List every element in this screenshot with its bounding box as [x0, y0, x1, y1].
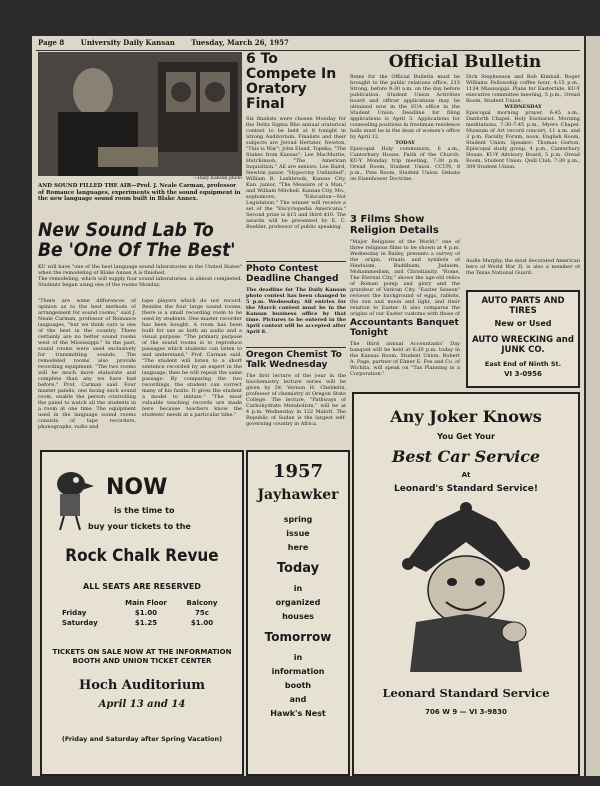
chemist-story — [246, 350, 346, 440]
revue-price-table — [62, 598, 232, 628]
price-header-row — [62, 598, 232, 608]
revue-reserved: ALL SEATS ARE RESERVED — [83, 582, 201, 591]
leonard-l3: Best Car Service — [391, 447, 541, 466]
auto-line5: VI 3-0956 — [504, 370, 542, 378]
price-main: $1.00 — [134, 609, 158, 617]
leonard-l1: Any Joker Knows — [390, 407, 542, 426]
bulletin-today-items: Episcopal Holy communion, 6 a.m., Canterbury House. Faith of the Church. KU-Y Monday trip meeting, 7:30 p.m. Oread Room, Student Union. CCUN, 8 p.m., Pine Room, Student Union. Debate on Eisenhower Doctrine. — [350, 146, 460, 182]
official-bulletin — [350, 52, 580, 212]
jayhawker-l5: organized — [275, 598, 321, 607]
bulletin-col2 — [466, 74, 580, 170]
divider — [246, 347, 346, 348]
rock-chalk-revue-ad — [40, 450, 244, 776]
lab-headline: New Sound Lab To Be 'One Of The Best' — [38, 220, 236, 261]
revue-dates: April 13 and 14 — [98, 699, 186, 710]
leonard-l4: At — [461, 471, 471, 479]
lab-col1: "There are some differences of opinion as to the best methods of arrangement for sound rooms," said J. Neale Carman, professor of Romance languages, "but we think ours is one of the best in the country. There certainly are no better sound rooms west of the Mississippi." In the past, sound rooms were used exclusively for transmitting sounds. The remodeled rooms also provide recording equipment. "The two rooms will be much more elaborate and complete than any we have had before," Prof. Carman said. Four master panels, one facing each sound room, enable the person controlling the panel to watch all the students in a room at one time. The equipment used in the language sound rooms consists of tape recorders, phonographs, radio and — [38, 298, 136, 430]
jayhawker-name: Jayhawker — [257, 487, 339, 503]
bulletin-today: TODAY — [395, 140, 415, 146]
lab-p2: The remodeling, which will supply four sound laboratories, is almost completed. Students began using one of the rooms Monday. — [38, 276, 242, 288]
jayhawker-l11: Hawk's Nest — [270, 709, 326, 718]
jayhawker-l2: issue — [286, 529, 310, 538]
price-main: $1.25 — [134, 619, 158, 627]
revue-note: (Friday and Saturday after Spring Vacation) — [61, 735, 223, 743]
leonard-address: 706 W 9 — VI 3-9830 — [425, 708, 507, 716]
photo-caption: AND SOUND FILLED THE AIR—Prof. J. Neale Carman, professor of Romance languages, experiments with the sound equipment in the new language sound room built in Blake Annex. — [38, 183, 241, 202]
chemist-body: The first lecture of the year in the biochemistry lecture series will be given by Dr. Vernon H. Cheldelin, professor of chemistry at Oregon State College. The lecture, "Pathways of Carbohydrate Metabolism," will be at 4 p.m. Wednesday in 122 Malott. The Republic of Sudan is the largest self-governing country in Africa. — [246, 373, 346, 427]
leonard-l5: Leonard's Standard Service! — [394, 484, 538, 494]
chemist-headline: Oregon Chemist To Talk Wednesday — [246, 350, 342, 370]
header-rule — [36, 50, 580, 51]
accountants-story — [350, 318, 460, 388]
jayhawker-ad — [246, 450, 350, 776]
revue-buy: buy your tickets to the — [88, 522, 191, 531]
price-col-balcony: Balcony — [186, 599, 218, 607]
jayhawker-l9: booth — [284, 681, 312, 690]
photo-contest-headline: Photo Contest Deadline Changed — [246, 264, 339, 284]
price-balcony: $1.00 — [190, 619, 214, 627]
page-header — [38, 38, 289, 50]
revue-sale-info: TICKETS ON SALE NOW AT THE INFORMATION BOOTH AND UNION TICKET CENTER — [52, 648, 232, 665]
lab-photo — [38, 52, 242, 176]
religion-headline: 3 Films Show Religion Details — [350, 214, 439, 236]
leonard-name: Leonard Standard Service — [382, 686, 550, 700]
auto-wrecking-ad — [466, 290, 580, 388]
revue-is-time: is the time to — [114, 506, 175, 515]
bulletin-wednesday: WEDNESDAY — [504, 104, 542, 110]
joker-illustration — [396, 502, 536, 672]
price-day: Friday — [62, 609, 87, 617]
auto-line3: AUTO WRECKING and JUNK CO. — [472, 335, 574, 355]
jayhawker-l1: spring — [283, 515, 313, 524]
photo-credit: —Daily Kansan photo — [193, 176, 242, 181]
leonard-standard-ad — [352, 392, 580, 776]
bulletin-items: Dick Stephenson and Bob Kimball. Roger Williams Fellowship coffee hour, 4:15 p.m., 1134 Mississippi. Plans for Eastertide. KU-Y executive committee meeting, 5 p.m., Oread Room, Student Union. — [466, 74, 580, 104]
jayhawker-year: 1957 — [272, 461, 324, 482]
oratory-body: Six finalists were chosen Monday for the Delta Sigma Rho annual oratorical contest to be held at 8 tonight in Strong Auditorium. Finalists and their subjects are Jerrad Hertzler, Newton, "This is War"; John Eland, Topeka, "The Stakes from Kansas"; Lee MacMurtie, Hutchinson, "The American Inquisition." All are seniors. Lee Baird, Newton junior, "Hypocrisy Unlimited"; William B. Lashbrook, Kansas City, Kan. junior, "The Measure of a Man," and William Mitchell, Kansas City, Mo., sophomore, "Education—Not Legislation." The winner will receive a set of the "Encyclopedia Americana." Second prize is $15 and third $10. The awards will be presented by E. C. Buehler, professor of public speaking. — [246, 116, 346, 230]
price-row — [62, 608, 232, 618]
revue-name: Rock Chalk Revue — [65, 546, 219, 566]
page-number: Page 8 — [38, 38, 65, 47]
photo-contest-body: The deadline for The Daily Kansan photo contest has been changed to 5 p.m. Wednesday. All entries for the March contest must be in the Kansan business office by that time. Pictures to be entered in the April contest will be accepted after April 8. — [246, 287, 346, 335]
auto-line4: East End of Ninth St. — [484, 360, 562, 368]
murphy-filler: Audie Murphy, the most decorated American hero of World War II, is also a member of the Texas National Guard. — [466, 258, 580, 276]
oratory-story — [246, 52, 346, 260]
jayhawker-today: Today — [276, 561, 320, 576]
jayhawker-l6: houses — [282, 612, 314, 621]
jayhawker-l8: information — [271, 667, 325, 676]
jayhawker-l4: in — [293, 584, 303, 593]
price-day: Saturday — [62, 619, 98, 627]
bulletin-col1 — [350, 74, 460, 182]
lab-lead: KU will have "one of the best language sound laboratories in the United States" when the remodeling of Blake Annex A is finished. — [38, 264, 242, 276]
accountants-headline: Accountants Banquet Tonight — [350, 318, 459, 338]
revue-now: NOW — [106, 475, 168, 500]
religion-body: "Major Religions of the World," one of three religious films to be shown at 4 p.m. Wednesday in Bailey, presents a survey of the origin, rituals and symbols of Hinduism, Buddhism, Judaism, Mohammedism, and Christianity. "Rome, The Eternal City," shows the age-old relics of Roman pomp and glory and the grandeur of Vatican City. "Easter Season" reviews the background of eggs, rabbits, the sun and moon and light, and their relation to Easter. It also compares the origins of our Easter customs with those of — [350, 239, 460, 316]
religion-story — [350, 214, 460, 316]
lab-col2: tape players which do not record. Besides the four large sound rooms, there is a small recording room to be used by students. One master recorder has been bought. A room has been built for use as both an audio and a visual purpose. "The primary purpose of the sound rooms is to reproduce passages which students can listen to and understand," Prof. Carman said. "The student will listen to a short sentence recorded by an expert in the language; then he will repeat the same passage. By comparing the two recordings, the student can correct many of his faults. It gives the student a model to imitate." "The most valuable teaching records are made here because teachers know the students' needs at a particular time." — [142, 298, 242, 418]
bulletin-wednesday-items: Episcopal morning prayer, 6:45 a.m., Danforth Chapel. Holy Eucharist. Morning meditations, 7:30-7:45 p.m., Myers Chapel. Museum of Art record concert, 11 a.m. and 3 p.m. Faculty Forum, noon, English Room, Student Union. Speaker: Thomas Gorton. Episcopal study group, 4 p.m., Canterbury House. KU-Y Advisory Board, 5 p.m. Oread Room, Student Union. Quill Club, 7:30 p.m., 309 Student Union. — [466, 110, 580, 170]
accountants-body: The third annual Accountants' Day banquet will be held at 6:30 p.m. today in the Kansas Room, Student Union. Robert A. Page, partner of Elmer E. Fox and Co. of Wichita, will speak on "Tax Planning in a Corporation." — [350, 341, 460, 377]
lab-story — [38, 220, 242, 296]
jayhawker-l3: here — [287, 543, 309, 552]
jayhawker-l10: and — [289, 695, 307, 704]
divider — [246, 261, 346, 262]
issue-date: Tuesday, March 26, 1957 — [191, 38, 289, 47]
auto-line1: AUTO PARTS AND TIRES — [481, 296, 565, 316]
price-balcony: 75c — [195, 609, 209, 617]
jayhawker-l7: in — [293, 653, 303, 662]
jayhawker-tomorrow: Tomorrow — [264, 630, 332, 644]
price-col-main: Main Floor — [125, 599, 167, 607]
paper-name: University Daily Kansan — [80, 38, 175, 47]
photo-contest-story — [246, 264, 346, 346]
bulletin-title: Official Bulletin — [388, 52, 542, 72]
leonard-l2: You Get Your — [437, 432, 495, 441]
photo-figure — [38, 52, 242, 176]
revue-venue: Hoch Auditorium — [78, 678, 206, 693]
oratory-headline: 6 To Compete In Oratory Final — [246, 52, 337, 112]
adjacent-page-edge — [586, 36, 600, 776]
bulletin-intro: Items for the Official Bulletin must be brought to the public relations office, 213 Strong, before 9:30 a.m. on the day before publication. Student Union Activities board and officer applications may be obtained now in the SUA office in the Student Union. Deadline for filing applications is April 3. Applications for counseling positions in freshman residence halls must be in the dean of women's office by April 12. — [350, 74, 460, 140]
auto-line2: New or Used — [494, 319, 552, 328]
newspaper-page — [32, 36, 584, 776]
price-row — [62, 618, 232, 628]
